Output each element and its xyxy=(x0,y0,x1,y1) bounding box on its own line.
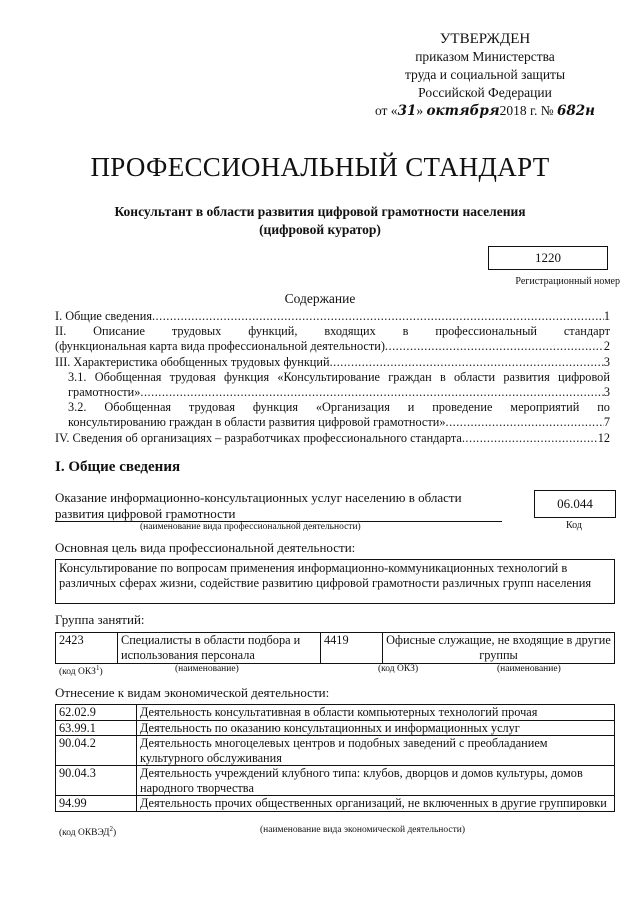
date-day: 31 xyxy=(397,103,417,119)
date-mid: » xyxy=(416,103,427,118)
table-row xyxy=(56,720,615,736)
occupation-name: Оказание информационно-консультационных услуг населению в области развития цифровой грамотности xyxy=(55,490,462,521)
approval-line: Российской Федерации xyxy=(418,85,552,100)
toc-item[interactable]: консультированию граждан в области развития цифровой грамотности» ..... 7 xyxy=(55,415,610,430)
okved-name: Деятельность учреждений клубного типа: клубов, дворцов и домов культуры, домов народного творчества xyxy=(137,766,615,796)
occupation-group-table xyxy=(55,632,615,664)
okved-code: 63.99.1 xyxy=(56,720,137,736)
toc-item-justified[interactable]: 3.2. Обобщенная трудовая функция «Организация и проведение мероприятий по xyxy=(68,400,610,415)
table-row xyxy=(56,736,615,766)
table-of-contents xyxy=(55,309,610,446)
okved-name: Деятельность прочих общественных организаций, не включенных в другие группировки xyxy=(137,796,615,812)
standard-name xyxy=(60,203,580,239)
occupation-caption: (наименование вида профессиональной деятельности) xyxy=(140,522,361,532)
date-year: 2018 г. № xyxy=(499,103,554,118)
occupation-code-box: 06.044 xyxy=(534,490,616,518)
toc-item-justified[interactable]: 3.1. Обобщенная трудовая функция «Консультирование граждан в области развития цифровой xyxy=(68,369,610,384)
okved-code: 90.04.2 xyxy=(56,736,137,766)
standard-name-line: Консультант в области развития цифровой грамотности населения xyxy=(114,204,526,219)
page-title: ПРОФЕССИОНАЛЬНЫЙ СТАНДАРТ xyxy=(90,152,550,182)
okz-code: 4419 xyxy=(321,633,383,664)
table-row xyxy=(56,766,615,796)
approval-line: труда и социальной защиты xyxy=(404,67,566,82)
okved-name: Деятельность по оказанию консультационных и информационных услуг xyxy=(137,720,615,736)
toc-item[interactable]: IV. Сведения об организациях – разработчиках профессионального стандарта ..... 12 xyxy=(55,431,610,446)
okved-name: Деятельность многоцелевых центров и подобных заведений с преобладанием культурного обслуживания xyxy=(137,736,615,766)
section-heading: I. Общие сведения xyxy=(55,459,181,475)
standard-name-line: (цифровой куратор) xyxy=(259,222,381,237)
table-row xyxy=(56,796,615,812)
toc-item[interactable]: (функциональная карта вида профессиональной деятельности) ..... 2 xyxy=(55,339,610,354)
date-prefix: от « xyxy=(374,103,398,118)
toc-item[interactable]: I. Общие сведения ..... 1 xyxy=(55,309,610,324)
group-label: Группа занятий: xyxy=(55,612,145,627)
approval-heading: УТВЕРЖДЕН xyxy=(439,31,531,47)
okved-code: 90.04.3 xyxy=(56,766,137,796)
order-number: 682н xyxy=(557,103,596,119)
goal-box: Консультирование по вопросам применения информационно-коммуникационных технологий в различных сферах жизни, содействие развитию цифровой грамотности различных групп населения xyxy=(55,559,615,604)
okz-code: 2423 xyxy=(56,633,118,664)
econ-label: Отнесение к видам экономической деятельности: xyxy=(55,685,330,700)
okz-name: Специалисты в области подбора и использования персонала xyxy=(118,633,321,664)
okved-code: 94.99 xyxy=(56,796,137,812)
okz-name: Офисные служащие, не входящие в другие группы xyxy=(383,633,615,664)
okved-code: 62.02.9 xyxy=(56,705,137,721)
code-caption: Код xyxy=(566,520,582,531)
registration-caption: Регистрационный номер xyxy=(515,276,620,287)
toc-item[interactable]: грамотности» ..... 3 xyxy=(55,385,610,400)
contents-heading: Содержание xyxy=(284,291,356,306)
okved-name: Деятельность консультативная в области компьютерных технологий прочая xyxy=(137,705,615,721)
econ-activity-table xyxy=(55,704,615,812)
table-row xyxy=(56,633,615,664)
registration-number-box: 1220 xyxy=(488,246,608,270)
toc-item[interactable]: III. Характеристика обобщенных трудовых функций ..... 3 xyxy=(55,355,610,370)
date-month: октября xyxy=(426,103,500,119)
toc-item-justified[interactable]: II. Описание трудовых функций, входящих в профессиональный стандарт xyxy=(55,324,610,339)
approval-line: приказом Министерства xyxy=(415,49,555,64)
goal-label: Основная цель вида профессиональной деятельности: xyxy=(55,540,356,555)
approval-block xyxy=(360,30,610,120)
table-row xyxy=(56,705,615,721)
approval-date xyxy=(360,102,610,120)
